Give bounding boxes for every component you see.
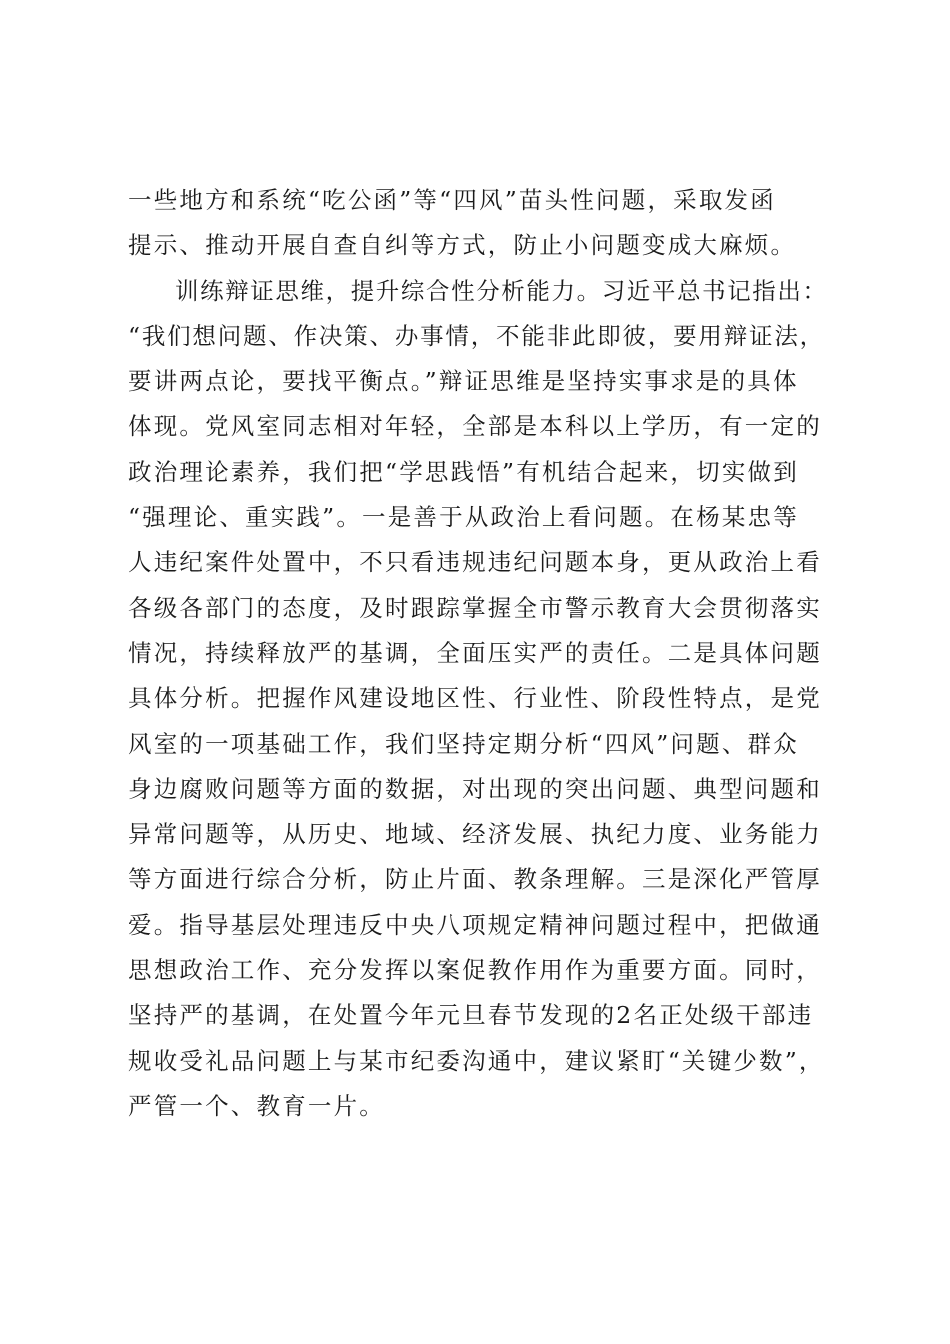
text-line: 严管一个、教育一片。 xyxy=(128,1091,385,1120)
text-line: 身边腐败问题等方面的数据，对出现的突出问题、典型问题和 xyxy=(128,774,822,803)
text-line: 要讲两点论，要找平衡点。”辩证思维是坚持实事求是的具体 xyxy=(128,367,799,396)
text-line: 人违纪案件处置中，不只看违规违纪问题本身，更从政治上看 xyxy=(128,548,822,577)
text-line: 提示、推动开展自查自纠等方式，防止小问题变成大麻烦。 xyxy=(128,231,797,260)
text-line: 坚持严的基调，在处置今年元旦春节发现的2名正处级干部违 xyxy=(128,1001,814,1030)
text-line: “我们想问题、作决策、办事情，不能非此即彼，要用辩证法， xyxy=(128,321,825,350)
text-line: 体现。党风室同志相对年轻，全部是本科以上学历，有一定的 xyxy=(128,412,822,441)
text-line: 思想政治工作、充分发挥以案促教作用作为重要方面。同时， xyxy=(128,956,822,985)
text-line: 具体分析。把握作风建设地区性、行业性、阶段性特点，是党 xyxy=(128,684,822,713)
text-line: 等方面进行综合分析，防止片面、教条理解。三是深化严管厚 xyxy=(128,865,822,894)
text-line: 情况，持续释放严的基调，全面压实严的责任。二是具体问题 xyxy=(128,638,822,667)
text-line: 风室的一项基础工作，我们坚持定期分析“四风”问题、群众 xyxy=(128,729,799,758)
text-line: 各级各部门的态度，及时跟踪掌握全市警示教育大会贯彻落实 xyxy=(128,593,822,622)
text-line: 政治理论素养，我们把“学思践悟”有机结合起来，切实做到 xyxy=(128,457,799,486)
body-text xyxy=(128,178,828,1129)
text-line: 一些地方和系统“吃公函”等“四风”苗头性问题，采取发函 xyxy=(128,186,776,214)
paragraph-start-line: 训练辩证思维，提升综合性分析能力。习近平总书记指出： xyxy=(175,276,828,305)
text-line: 异常问题等，从历史、地域、经济发展、执纪力度、业务能力 xyxy=(128,820,822,849)
text-line: “强理论、重实践”。一是善于从政治上看问题。在杨某忠等 xyxy=(128,503,799,532)
text-line: 爱。指导基层处理违反中央八项规定精神问题过程中，把做通 xyxy=(128,910,822,939)
text-line: 规收受礼品问题上与某市纪委沟通中，建议紧盯“关键少数”， xyxy=(128,1046,825,1075)
